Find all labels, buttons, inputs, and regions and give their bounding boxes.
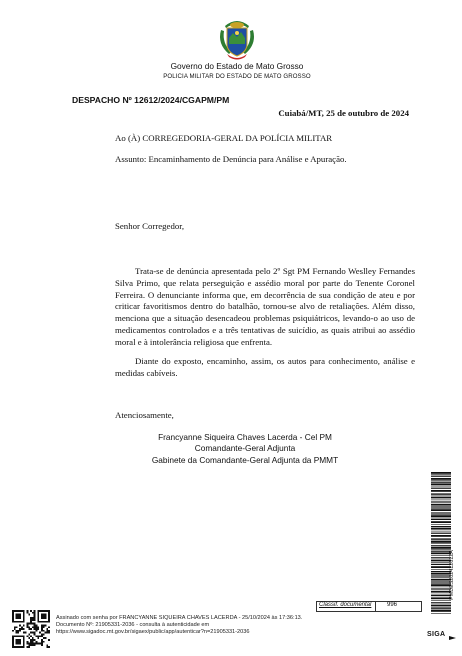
footer-line-1: Assinado com senha por FRANCYANNE SIQUEIRA CHAVES LACERDA - 25/10/2024 às 17:36:13. — [56, 615, 303, 621]
signer-office: Gabinete da Comandante-Geral Adjunta da PMMT — [151, 454, 339, 465]
siga-logo: SIGA — [427, 631, 446, 638]
side-code — [447, 540, 457, 610]
signer-role: Comandante-Geral Adjunta — [194, 443, 296, 454]
side-code-text: PMDES202412612A — [449, 550, 455, 600]
state-coat-of-arms-icon — [217, 18, 257, 62]
qr-code-icon[interactable] — [12, 610, 50, 648]
agency-name: POLICIA MILITAR DO ESTADO DE MATO GROSSO — [163, 73, 311, 80]
government-name: Governo do Estado de Mato Grosso — [170, 61, 304, 71]
body-paragraph-2 — [115, 356, 415, 380]
siga-logo-mark-icon — [449, 636, 456, 640]
classification-box — [316, 601, 422, 612]
footer-line-2: Documento Nº: 21905331-2036 - consulta à autenticidade em — [56, 622, 210, 628]
signature-footer — [56, 615, 302, 636]
body-paragraph-1 — [115, 266, 415, 349]
body-paragraph-1-text: Trata-se de denúncia apresentada pelo 2º Sgt PM Fernando Weslley Fernandes Silva Primo, que relata perseguição e assédio moral por parte do Tenente Coronel Ferreira. O denunciante informa que, em decorrência de sua condição de ateu e por criticar favoritismos dentro do batalhão, tornou-se alvo de retaliações. Além disso, menciona que a situação desencadeou problemas psiquiátricos, levando-o ao uso de medicamentos controlados e a três tentativas de suicídio, as quais atribui ao assédio moral e à intolerância religiosa que enfrenta. — [115, 266, 415, 347]
salutation: Senhor Corregedor, — [115, 221, 185, 231]
subject: Assunto: Encaminhamento de Denúncia para Análise e Apuração. — [115, 154, 347, 164]
date-line: Cuiabá/MT, 25 de outubro de 2024 — [278, 108, 409, 118]
classification-label: Classif. documental — [319, 602, 372, 608]
despacho-number: DESPACHO Nº 12612/2024/CGAPM/PM — [72, 95, 230, 105]
classification-divider — [375, 602, 376, 611]
classification-value: 996 — [387, 602, 398, 608]
addressee: Ao (À) CORREGEDORIA-GERAL DA POLÍCIA MILITAR — [115, 133, 333, 143]
closing: Atenciosamente, — [115, 410, 174, 420]
footer-line-3[interactable]: https://www.sigadoc.mt.gov.br/sigaex/public/app/autenticar?n=21905331-2036 — [56, 629, 250, 635]
signer-name: Francyanne Siqueira Chaves Lacerda - Cel PM — [158, 432, 332, 442]
signature-block — [150, 432, 340, 466]
body-paragraph-2-text: Diante do exposto, encaminho, assim, os autos para conhecimento, análise e medidas cabíveis. — [115, 356, 415, 378]
